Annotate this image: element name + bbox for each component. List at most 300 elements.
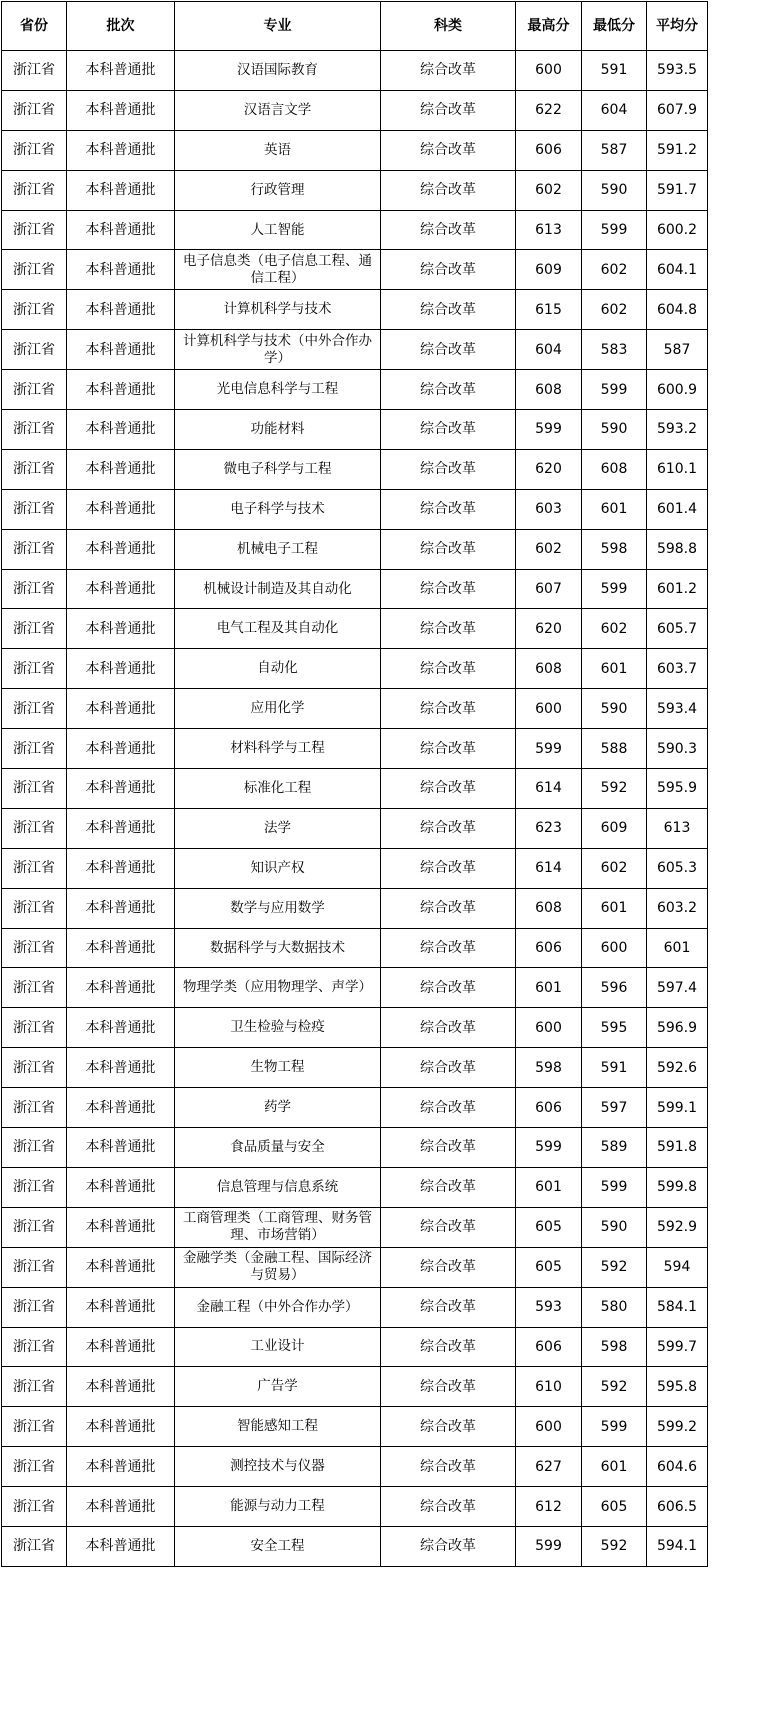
cell-category: 综合改革 (381, 649, 516, 689)
cell-min-score: 602 (582, 609, 647, 649)
cell-batch: 本科普通批 (67, 1048, 175, 1088)
cell-province: 浙江省 (2, 449, 67, 489)
cell-major: 汉语国际教育 (175, 51, 381, 91)
cell-category: 综合改革 (381, 609, 516, 649)
cell-avg-score: 594 (647, 1247, 708, 1287)
cell-min-score: 590 (582, 170, 647, 210)
table-row (2, 90, 708, 130)
cell-avg-score: 603.2 (647, 888, 708, 928)
cell-avg-score: 604.8 (647, 290, 708, 330)
cell-province: 浙江省 (2, 609, 67, 649)
cell-major: 测控技术与仪器 (175, 1447, 381, 1487)
cell-batch: 本科普通批 (67, 1447, 175, 1487)
cell-avg-score: 593.5 (647, 51, 708, 91)
table-row (2, 1287, 708, 1327)
cell-max-score: 606 (516, 1327, 582, 1367)
cell-max-score: 627 (516, 1447, 582, 1487)
table-row (2, 410, 708, 450)
cell-major: 光电信息科学与工程 (175, 370, 381, 410)
cell-min-score: 596 (582, 968, 647, 1008)
table-row (2, 689, 708, 729)
cell-min-score: 592 (582, 1247, 647, 1287)
cell-avg-score: 600.9 (647, 370, 708, 410)
cell-category: 综合改革 (381, 529, 516, 569)
table-row (2, 449, 708, 489)
cell-batch: 本科普通批 (67, 968, 175, 1008)
cell-category: 综合改革 (381, 370, 516, 410)
table-row (2, 1447, 708, 1487)
cell-major: 智能感知工程 (175, 1407, 381, 1447)
cell-major: 工商管理类（工商管理、财务管理、市场营销） (175, 1207, 381, 1247)
cell-max-score: 607 (516, 569, 582, 609)
cell-province: 浙江省 (2, 1447, 67, 1487)
cell-batch: 本科普通批 (67, 1247, 175, 1287)
cell-max-score: 613 (516, 210, 582, 250)
table-row (2, 1048, 708, 1088)
table-body (2, 51, 708, 1567)
header-avg-score: 平均分 (647, 2, 708, 51)
header-min-score: 最低分 (582, 2, 647, 51)
cell-major: 信息管理与信息系统 (175, 1167, 381, 1207)
cell-batch: 本科普通批 (67, 489, 175, 529)
cell-max-score: 599 (516, 729, 582, 769)
cell-max-score: 614 (516, 769, 582, 809)
cell-max-score: 622 (516, 90, 582, 130)
table-row (2, 609, 708, 649)
cell-province: 浙江省 (2, 649, 67, 689)
cell-min-score: 590 (582, 410, 647, 450)
cell-major: 材料科学与工程 (175, 729, 381, 769)
cell-category: 综合改革 (381, 1088, 516, 1128)
cell-category: 综合改革 (381, 51, 516, 91)
cell-batch: 本科普通批 (67, 1167, 175, 1207)
cell-province: 浙江省 (2, 769, 67, 809)
cell-major: 知识产权 (175, 848, 381, 888)
cell-avg-score: 594.1 (647, 1526, 708, 1566)
cell-province: 浙江省 (2, 1526, 67, 1566)
cell-batch: 本科普通批 (67, 729, 175, 769)
cell-min-score: 598 (582, 529, 647, 569)
cell-min-score: 595 (582, 1008, 647, 1048)
cell-major: 物理学类（应用物理学、声学） (175, 968, 381, 1008)
cell-batch: 本科普通批 (67, 330, 175, 370)
cell-category: 综合改革 (381, 1327, 516, 1367)
cell-major: 工业设计 (175, 1327, 381, 1367)
cell-avg-score: 601.2 (647, 569, 708, 609)
cell-province: 浙江省 (2, 1487, 67, 1527)
table-row (2, 848, 708, 888)
table-row (2, 210, 708, 250)
cell-province: 浙江省 (2, 1287, 67, 1327)
cell-major: 广告学 (175, 1367, 381, 1407)
table-row (2, 330, 708, 370)
cell-province: 浙江省 (2, 968, 67, 1008)
cell-category: 综合改革 (381, 1487, 516, 1527)
cell-avg-score: 601 (647, 928, 708, 968)
cell-max-score: 620 (516, 449, 582, 489)
cell-province: 浙江省 (2, 1167, 67, 1207)
table-row (2, 1526, 708, 1566)
cell-max-score: 598 (516, 1048, 582, 1088)
cell-category: 综合改革 (381, 1407, 516, 1447)
cell-major: 汉语言文学 (175, 90, 381, 130)
table-row (2, 1167, 708, 1207)
cell-category: 综合改革 (381, 330, 516, 370)
cell-category: 综合改革 (381, 1128, 516, 1168)
admission-score-table (1, 1, 708, 1567)
cell-major: 数据科学与大数据技术 (175, 928, 381, 968)
cell-province: 浙江省 (2, 808, 67, 848)
cell-category: 综合改革 (381, 1207, 516, 1247)
cell-province: 浙江省 (2, 1128, 67, 1168)
cell-major: 计算机科学与技术（中外合作办学） (175, 330, 381, 370)
cell-max-score: 602 (516, 529, 582, 569)
cell-major: 英语 (175, 130, 381, 170)
cell-major: 金融工程（中外合作办学） (175, 1287, 381, 1327)
table-row (2, 130, 708, 170)
cell-avg-score: 600.2 (647, 210, 708, 250)
cell-province: 浙江省 (2, 90, 67, 130)
cell-batch: 本科普通批 (67, 1487, 175, 1527)
table-row (2, 968, 708, 1008)
cell-major: 电子信息类（电子信息工程、通信工程） (175, 250, 381, 290)
cell-category: 综合改革 (381, 1447, 516, 1487)
table-row (2, 1487, 708, 1527)
cell-category: 综合改革 (381, 808, 516, 848)
cell-avg-score: 601.4 (647, 489, 708, 529)
cell-max-score: 606 (516, 928, 582, 968)
cell-max-score: 608 (516, 888, 582, 928)
header-category: 科类 (381, 2, 516, 51)
cell-major: 微电子科学与工程 (175, 449, 381, 489)
cell-major: 卫生检验与检疫 (175, 1008, 381, 1048)
cell-min-score: 599 (582, 1407, 647, 1447)
cell-batch: 本科普通批 (67, 808, 175, 848)
cell-min-score: 602 (582, 250, 647, 290)
table-row (2, 1008, 708, 1048)
cell-max-score: 608 (516, 649, 582, 689)
cell-max-score: 604 (516, 330, 582, 370)
cell-major: 计算机科学与技术 (175, 290, 381, 330)
cell-major: 能源与动力工程 (175, 1487, 381, 1527)
cell-min-score: 599 (582, 370, 647, 410)
cell-category: 综合改革 (381, 1247, 516, 1287)
cell-major: 自动化 (175, 649, 381, 689)
cell-avg-score: 599.2 (647, 1407, 708, 1447)
table-row (2, 1407, 708, 1447)
cell-province: 浙江省 (2, 848, 67, 888)
cell-province: 浙江省 (2, 170, 67, 210)
cell-max-score: 593 (516, 1287, 582, 1327)
cell-batch: 本科普通批 (67, 1008, 175, 1048)
cell-min-score: 588 (582, 729, 647, 769)
table-row (2, 370, 708, 410)
cell-avg-score: 595.9 (647, 769, 708, 809)
cell-min-score: 590 (582, 1207, 647, 1247)
cell-avg-score: 591.8 (647, 1128, 708, 1168)
cell-category: 综合改革 (381, 449, 516, 489)
cell-max-score: 620 (516, 609, 582, 649)
cell-max-score: 605 (516, 1247, 582, 1287)
cell-min-score: 608 (582, 449, 647, 489)
cell-province: 浙江省 (2, 1407, 67, 1447)
cell-category: 综合改革 (381, 290, 516, 330)
table-row (2, 1247, 708, 1287)
header-batch: 批次 (67, 2, 175, 51)
header-province: 省份 (2, 2, 67, 51)
cell-major: 行政管理 (175, 170, 381, 210)
cell-avg-score: 605.7 (647, 609, 708, 649)
cell-min-score: 600 (582, 928, 647, 968)
cell-category: 综合改革 (381, 848, 516, 888)
cell-max-score: 623 (516, 808, 582, 848)
cell-batch: 本科普通批 (67, 90, 175, 130)
cell-avg-score: 592.9 (647, 1207, 708, 1247)
cell-category: 综合改革 (381, 489, 516, 529)
cell-max-score: 600 (516, 1407, 582, 1447)
cell-max-score: 606 (516, 1088, 582, 1128)
cell-province: 浙江省 (2, 250, 67, 290)
cell-province: 浙江省 (2, 569, 67, 609)
table-row (2, 1088, 708, 1128)
cell-min-score: 601 (582, 1447, 647, 1487)
cell-province: 浙江省 (2, 1367, 67, 1407)
cell-avg-score: 597.4 (647, 968, 708, 1008)
cell-batch: 本科普通批 (67, 290, 175, 330)
cell-major: 电子科学与技术 (175, 489, 381, 529)
cell-category: 综合改革 (381, 729, 516, 769)
cell-category: 综合改革 (381, 968, 516, 1008)
cell-avg-score: 599.8 (647, 1167, 708, 1207)
cell-province: 浙江省 (2, 928, 67, 968)
cell-batch: 本科普通批 (67, 769, 175, 809)
cell-min-score: 599 (582, 1167, 647, 1207)
cell-category: 综合改革 (381, 769, 516, 809)
cell-category: 综合改革 (381, 1048, 516, 1088)
cell-province: 浙江省 (2, 1327, 67, 1367)
cell-avg-score: 592.6 (647, 1048, 708, 1088)
cell-category: 综合改革 (381, 888, 516, 928)
cell-province: 浙江省 (2, 888, 67, 928)
cell-province: 浙江省 (2, 1207, 67, 1247)
cell-min-score: 587 (582, 130, 647, 170)
table-row (2, 569, 708, 609)
header-max-score: 最高分 (516, 2, 582, 51)
cell-category: 综合改革 (381, 130, 516, 170)
cell-province: 浙江省 (2, 729, 67, 769)
score-table-container (1, 1, 708, 1567)
table-row (2, 888, 708, 928)
cell-min-score: 589 (582, 1128, 647, 1168)
cell-max-score: 600 (516, 1008, 582, 1048)
cell-province: 浙江省 (2, 1088, 67, 1128)
cell-category: 综合改革 (381, 928, 516, 968)
cell-min-score: 604 (582, 90, 647, 130)
cell-avg-score: 593.4 (647, 689, 708, 729)
header-major: 专业 (175, 2, 381, 51)
cell-min-score: 580 (582, 1287, 647, 1327)
cell-major: 标准化工程 (175, 769, 381, 809)
cell-avg-score: 596.9 (647, 1008, 708, 1048)
cell-batch: 本科普通批 (67, 370, 175, 410)
cell-major: 金融学类（金融工程、国际经济与贸易） (175, 1247, 381, 1287)
table-row (2, 928, 708, 968)
cell-avg-score: 610.1 (647, 449, 708, 489)
table-row (2, 649, 708, 689)
cell-batch: 本科普通批 (67, 649, 175, 689)
table-row (2, 808, 708, 848)
cell-major: 应用化学 (175, 689, 381, 729)
cell-province: 浙江省 (2, 290, 67, 330)
cell-category: 综合改革 (381, 569, 516, 609)
cell-min-score: 598 (582, 1327, 647, 1367)
cell-batch: 本科普通批 (67, 609, 175, 649)
cell-min-score: 602 (582, 848, 647, 888)
cell-province: 浙江省 (2, 489, 67, 529)
cell-max-score: 615 (516, 290, 582, 330)
cell-province: 浙江省 (2, 1008, 67, 1048)
cell-avg-score: 605.3 (647, 848, 708, 888)
cell-batch: 本科普通批 (67, 529, 175, 569)
cell-category: 综合改革 (381, 1367, 516, 1407)
cell-max-score: 612 (516, 1487, 582, 1527)
cell-batch: 本科普通批 (67, 569, 175, 609)
table-row (2, 51, 708, 91)
cell-category: 综合改革 (381, 210, 516, 250)
cell-province: 浙江省 (2, 130, 67, 170)
cell-max-score: 599 (516, 1526, 582, 1566)
cell-province: 浙江省 (2, 51, 67, 91)
cell-min-score: 609 (582, 808, 647, 848)
cell-max-score: 600 (516, 689, 582, 729)
cell-max-score: 599 (516, 410, 582, 450)
cell-avg-score: 604.6 (647, 1447, 708, 1487)
table-row (2, 769, 708, 809)
cell-batch: 本科普通批 (67, 250, 175, 290)
cell-batch: 本科普通批 (67, 1327, 175, 1367)
cell-avg-score: 603.7 (647, 649, 708, 689)
cell-batch: 本科普通批 (67, 1088, 175, 1128)
cell-category: 综合改革 (381, 170, 516, 210)
cell-batch: 本科普通批 (67, 51, 175, 91)
cell-category: 综合改革 (381, 1167, 516, 1207)
cell-min-score: 583 (582, 330, 647, 370)
cell-batch: 本科普通批 (67, 130, 175, 170)
cell-min-score: 602 (582, 290, 647, 330)
cell-batch: 本科普通批 (67, 1526, 175, 1566)
table-row (2, 529, 708, 569)
cell-max-score: 610 (516, 1367, 582, 1407)
cell-max-score: 602 (516, 170, 582, 210)
cell-min-score: 601 (582, 649, 647, 689)
cell-province: 浙江省 (2, 370, 67, 410)
cell-major: 功能材料 (175, 410, 381, 450)
cell-major: 机械设计制造及其自动化 (175, 569, 381, 609)
cell-major: 生物工程 (175, 1048, 381, 1088)
table-row (2, 170, 708, 210)
cell-province: 浙江省 (2, 1048, 67, 1088)
cell-min-score: 599 (582, 569, 647, 609)
cell-batch: 本科普通批 (67, 848, 175, 888)
cell-min-score: 591 (582, 1048, 647, 1088)
cell-min-score: 605 (582, 1487, 647, 1527)
table-row (2, 290, 708, 330)
cell-batch: 本科普通批 (67, 1407, 175, 1447)
table-row (2, 1128, 708, 1168)
cell-batch: 本科普通批 (67, 410, 175, 450)
cell-max-score: 609 (516, 250, 582, 290)
cell-batch: 本科普通批 (67, 1287, 175, 1327)
cell-batch: 本科普通批 (67, 689, 175, 729)
cell-min-score: 597 (582, 1088, 647, 1128)
cell-avg-score: 595.8 (647, 1367, 708, 1407)
cell-max-score: 606 (516, 130, 582, 170)
cell-avg-score: 591.2 (647, 130, 708, 170)
cell-avg-score: 598.8 (647, 529, 708, 569)
header-row (2, 2, 708, 51)
cell-major: 数学与应用数学 (175, 888, 381, 928)
cell-avg-score: 590.3 (647, 729, 708, 769)
cell-province: 浙江省 (2, 529, 67, 569)
cell-category: 综合改革 (381, 1008, 516, 1048)
cell-batch: 本科普通批 (67, 449, 175, 489)
table-row (2, 1327, 708, 1367)
cell-min-score: 591 (582, 51, 647, 91)
table-row (2, 1367, 708, 1407)
cell-category: 综合改革 (381, 90, 516, 130)
cell-max-score: 600 (516, 51, 582, 91)
cell-major: 电气工程及其自动化 (175, 609, 381, 649)
cell-major: 安全工程 (175, 1526, 381, 1566)
cell-min-score: 592 (582, 769, 647, 809)
cell-major: 人工智能 (175, 210, 381, 250)
cell-category: 综合改革 (381, 1526, 516, 1566)
cell-avg-score: 599.1 (647, 1088, 708, 1128)
table-row (2, 489, 708, 529)
cell-min-score: 599 (582, 210, 647, 250)
cell-category: 综合改革 (381, 689, 516, 729)
cell-major: 药学 (175, 1088, 381, 1128)
cell-max-score: 601 (516, 1167, 582, 1207)
cell-avg-score: 604.1 (647, 250, 708, 290)
cell-province: 浙江省 (2, 330, 67, 370)
cell-category: 综合改革 (381, 250, 516, 290)
cell-avg-score: 591.7 (647, 170, 708, 210)
cell-province: 浙江省 (2, 210, 67, 250)
cell-batch: 本科普通批 (67, 1207, 175, 1247)
cell-batch: 本科普通批 (67, 1367, 175, 1407)
cell-batch: 本科普通批 (67, 888, 175, 928)
cell-min-score: 601 (582, 888, 647, 928)
cell-min-score: 592 (582, 1526, 647, 1566)
cell-category: 综合改革 (381, 1287, 516, 1327)
cell-category: 综合改革 (381, 410, 516, 450)
cell-batch: 本科普通批 (67, 210, 175, 250)
cell-avg-score: 593.2 (647, 410, 708, 450)
cell-province: 浙江省 (2, 410, 67, 450)
cell-batch: 本科普通批 (67, 1128, 175, 1168)
cell-min-score: 592 (582, 1367, 647, 1407)
cell-max-score: 599 (516, 1128, 582, 1168)
cell-max-score: 608 (516, 370, 582, 410)
cell-avg-score: 607.9 (647, 90, 708, 130)
cell-min-score: 601 (582, 489, 647, 529)
cell-max-score: 603 (516, 489, 582, 529)
cell-province: 浙江省 (2, 689, 67, 729)
cell-avg-score: 599.7 (647, 1327, 708, 1367)
cell-province: 浙江省 (2, 1247, 67, 1287)
cell-major: 法学 (175, 808, 381, 848)
